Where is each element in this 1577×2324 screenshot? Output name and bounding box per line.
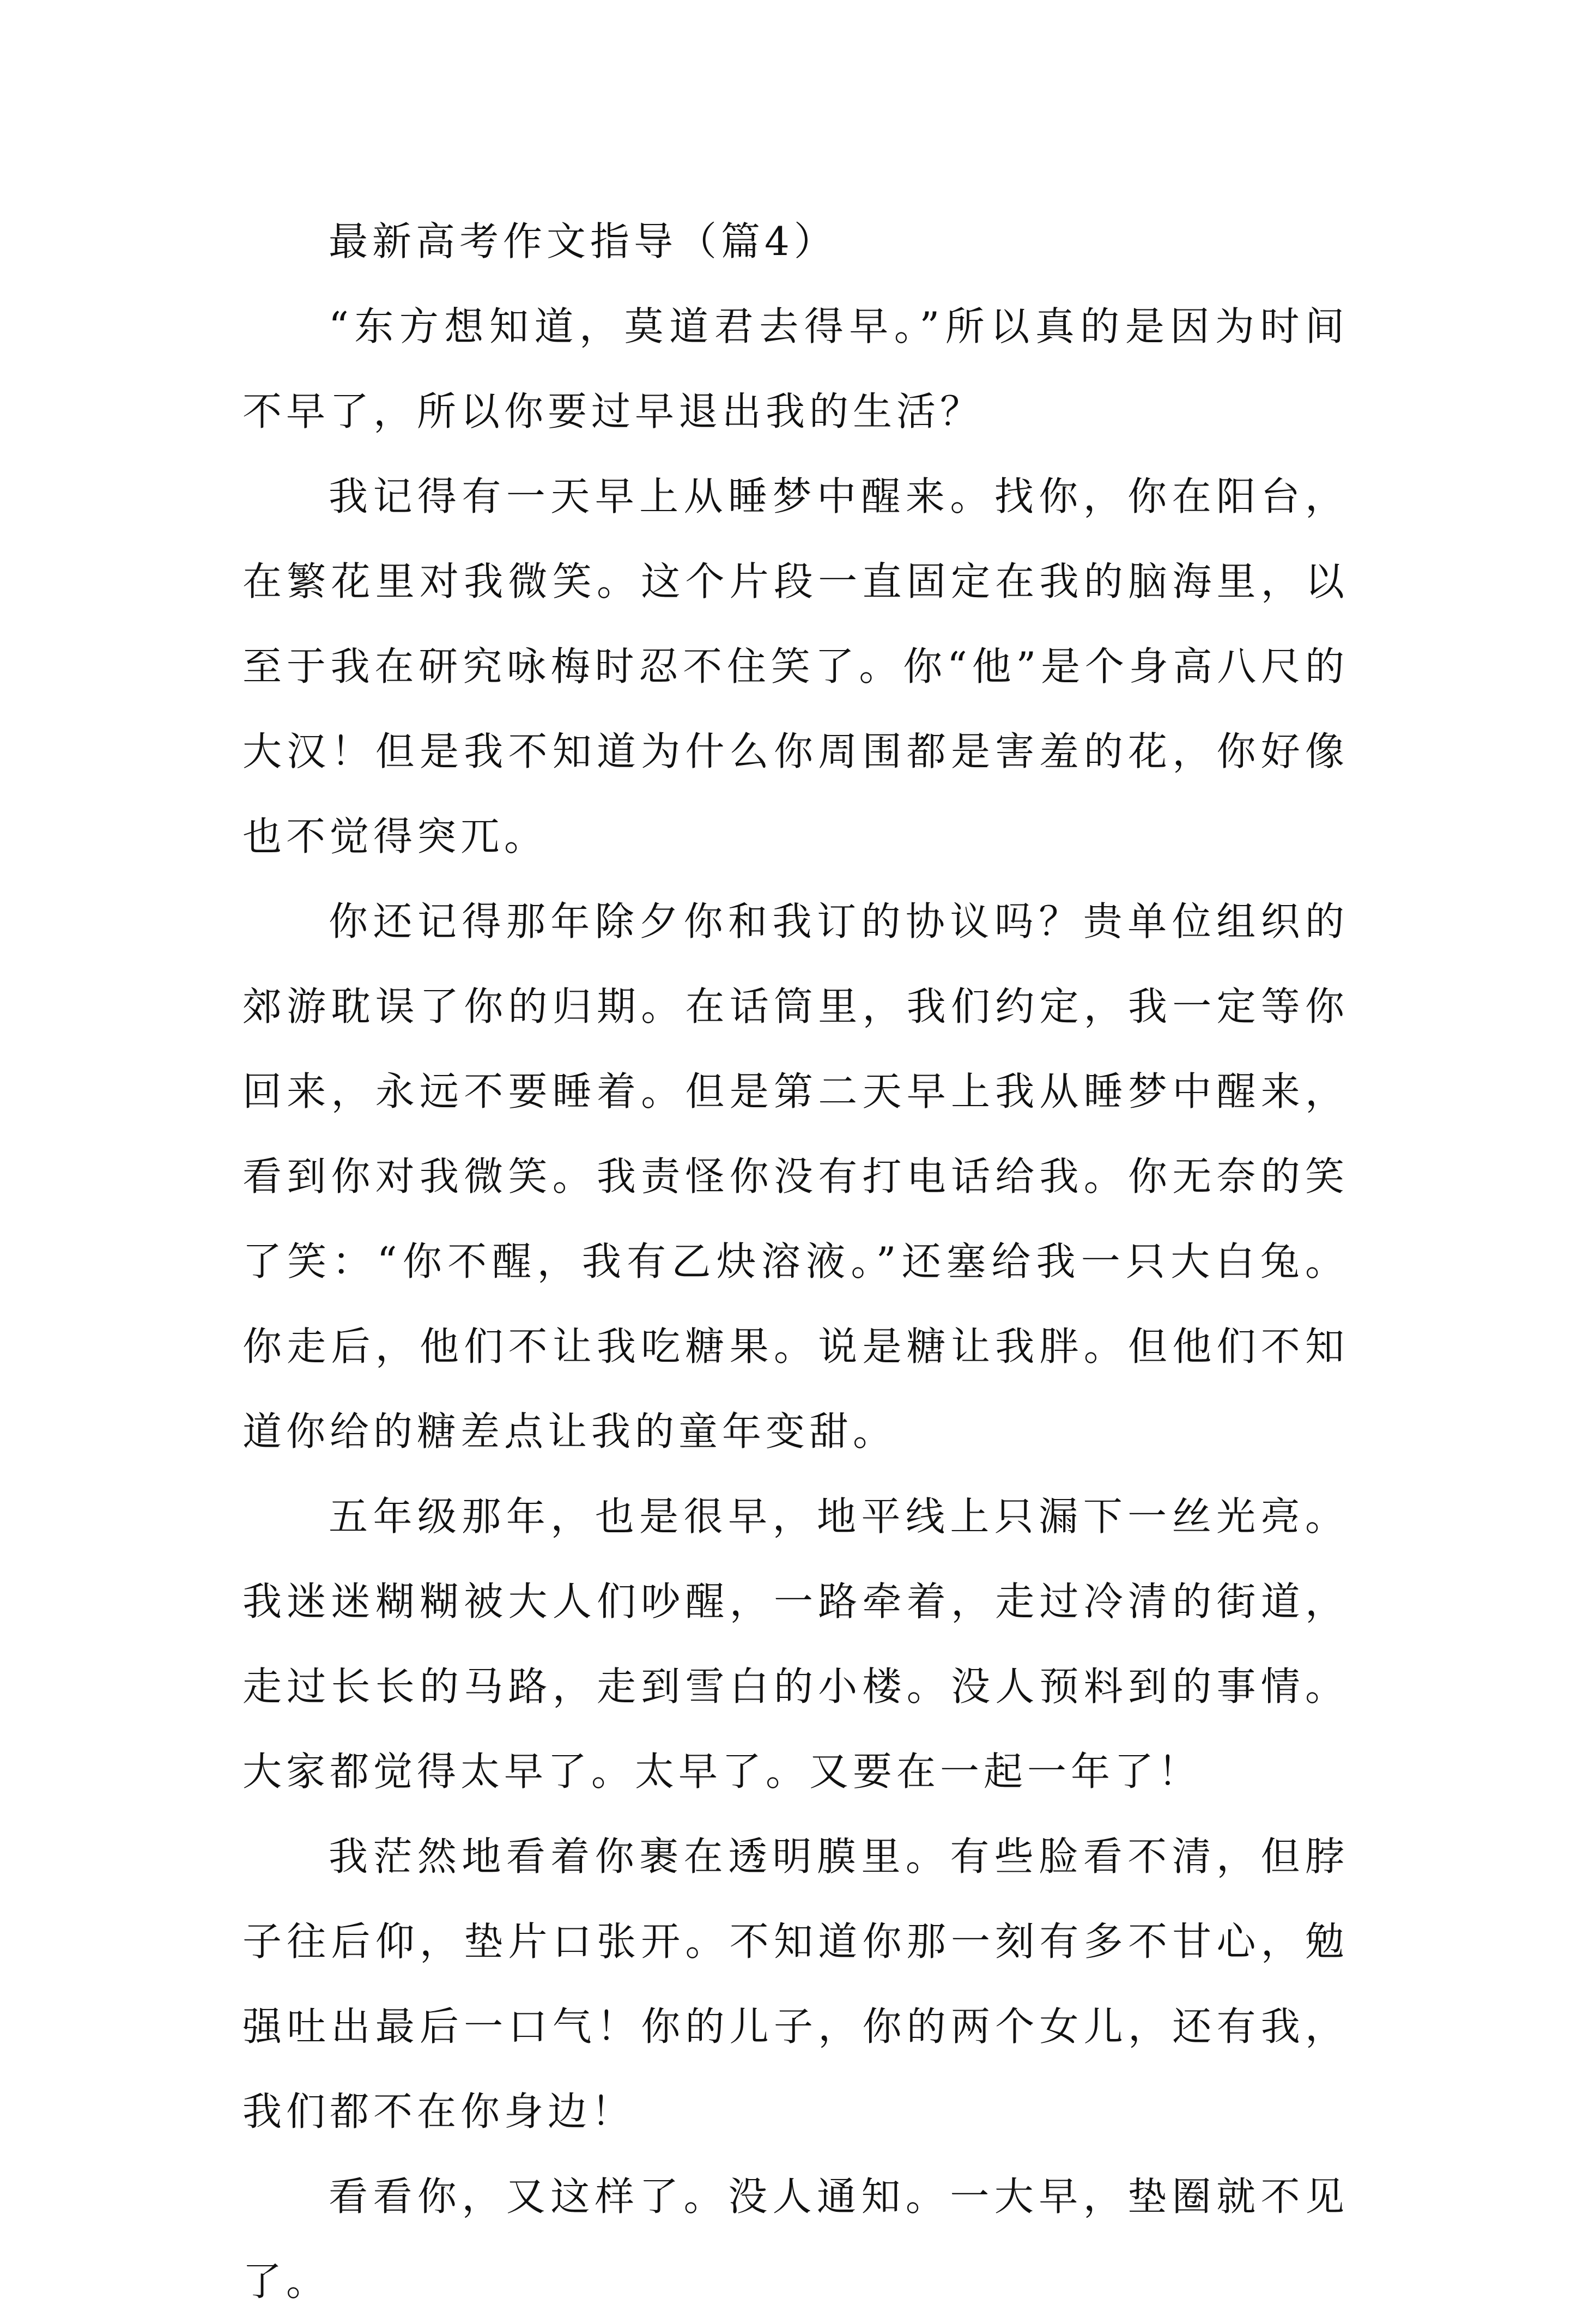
paragraph-5: 我茫然地看着你裹在透明膜里。有些脸看不清，但脖子往后仰，垫片口张开。不知道你那一刻有多不甘心，勉强吐出最后一口气！你的儿子，你的两个女儿，还有我，我们都不在你身边！ bbox=[242, 1834, 1349, 2134]
paragraph-6: 看看你，又这样了。没人通知。一大早，垫圈就不见了。 bbox=[242, 2174, 1349, 2304]
paragraph-2: 我记得有一天早上从睡梦中醒来。找你，你在阳台，在繁花里对我微笑。这个片段一直固定在我的脑海里，以至于我在研究咏梅时忍不住笑了。你“他”是个身高八尺的大汉！但是我不知道为什么你周围都是害羞的花，你好像也不觉得突兀。 bbox=[242, 474, 1349, 859]
paragraph-3: 你还记得那年除夕你和我订的协议吗？贵单位组织的郊游耽误了你的归期。在话筒里，我们约定，我一定等你回来，永远不要睡着。但是第二天早上我从睡梦中醒来，看到你对我微笑。我责怪你没有打电话给我。你无奈的笑了笑：“你不醒，我有乙炔溶液。”还塞给我一只大白兔。你走后，他们不让我吃糖果。说是糖让我胖。但他们不知道你给的糖差点让我的童年变甜。 bbox=[242, 899, 1349, 1454]
document-body bbox=[242, 199, 1349, 2324]
paragraph-4: 五年级那年，也是很早，地平线上只漏下一丝光亮。我迷迷糊糊被大人们吵醒，一路牵着，走过冷清的街道，走过长长的马路，走到雪白的小楼。没人预料到的事情。大家都觉得太早了。太早了。又要在一起一年了！ bbox=[242, 1494, 1349, 1794]
document-title: 最新高考作文指导（篇4） bbox=[329, 219, 838, 264]
paragraph-1: “东方想知道，莫道君去得早。”所以真的是因为时间不早了，所以你要过早退出我的生活？ bbox=[242, 304, 1349, 434]
